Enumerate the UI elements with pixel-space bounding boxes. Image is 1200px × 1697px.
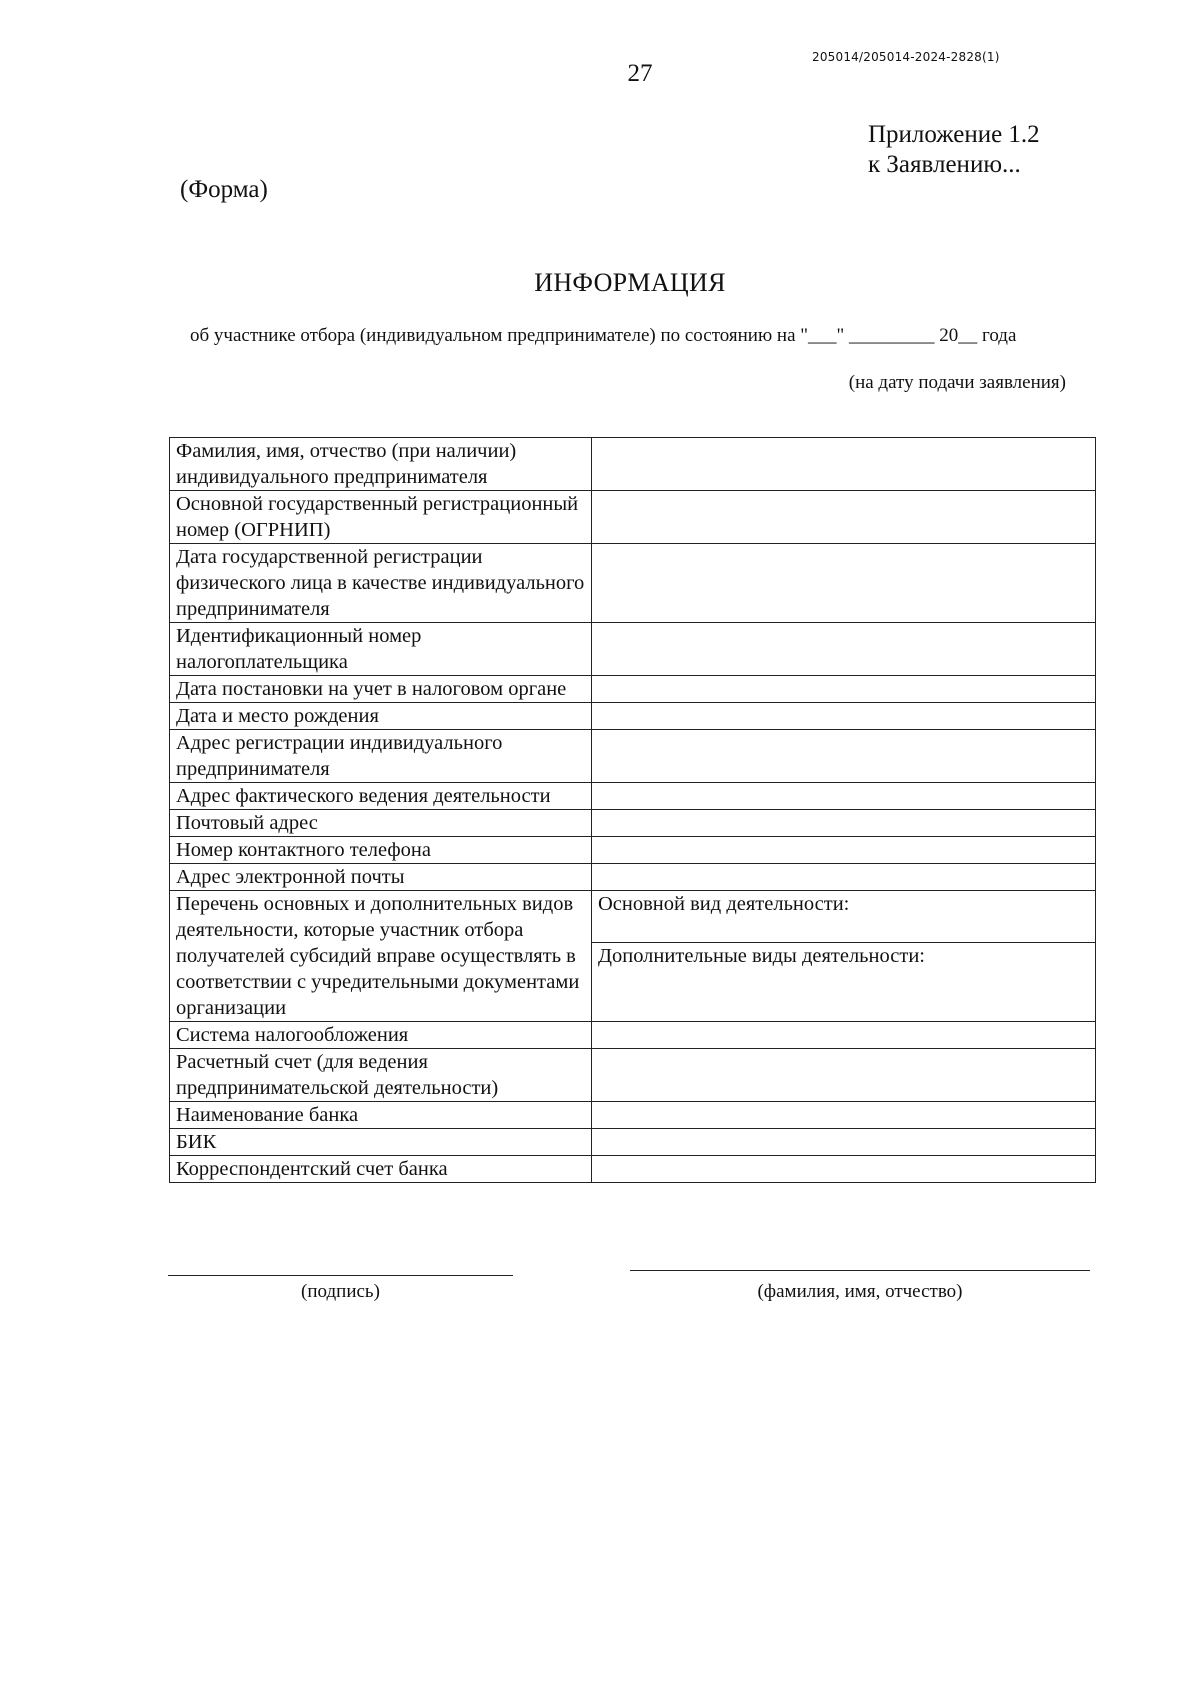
row-value-field[interactable]: [592, 491, 1096, 544]
row-label: Дата и место рождения: [170, 703, 592, 730]
row-value-field[interactable]: [592, 676, 1096, 703]
row-label: Адрес электронной почты: [170, 864, 592, 891]
table-row: [170, 491, 1096, 544]
table-row: [170, 783, 1096, 810]
table-row: [170, 1022, 1096, 1049]
row-label: Почтовый адрес: [170, 810, 592, 837]
activities-label: Перечень основных и дополнительных видов деятельности, которые участник отбора получателей субсидий вправе осуществлять в соответствии с учредительными документами организации: [170, 891, 592, 1022]
full-name-line: [630, 1270, 1090, 1271]
row-label: Адрес регистрации индивидуального предпринимателя: [170, 730, 592, 783]
table-row: [170, 438, 1096, 491]
row-label: Номер контактного телефона: [170, 837, 592, 864]
row-label: Расчетный счет (для ведения предпринимательской деятельности): [170, 1049, 592, 1102]
table-row: [170, 1049, 1096, 1102]
table-row: [170, 676, 1096, 703]
appendix-line-2: к Заявлению...: [868, 151, 1021, 178]
table-row: [170, 544, 1096, 623]
row-value-field[interactable]: [592, 1049, 1096, 1102]
row-label: Корреспондентский счет банка: [170, 1156, 592, 1183]
row-value-field[interactable]: [592, 1102, 1096, 1129]
page-title: ИНФОРМАЦИЯ: [534, 268, 726, 297]
row-label: Дата государственной регистрации физического лица в качестве индивидуального предпринимателя: [170, 544, 592, 623]
row-label: БИК: [170, 1129, 592, 1156]
row-label: Идентификационный номер налогоплательщика: [170, 623, 592, 676]
row-value-field[interactable]: [592, 1022, 1096, 1049]
subtitle-note: (на дату подачи заявления): [848, 372, 1066, 393]
row-value-field[interactable]: [592, 544, 1096, 623]
row-label: Адрес фактического ведения деятельности: [170, 783, 592, 810]
row-label: Система налогообложения: [170, 1022, 592, 1049]
table-row: [170, 703, 1096, 730]
full-name-label: (фамилия, имя, отчество): [757, 1281, 963, 1302]
table-row: [170, 1156, 1096, 1183]
appendix-note: [868, 120, 1040, 180]
page-subtitle: об участнике отбора (индивидуальном предпринимателе) по состоянию на "___" _________ 20__ года: [190, 325, 1017, 346]
row-label: Фамилия, имя, отчество (при наличии) индивидуального предпринимателя: [170, 438, 592, 491]
additional-activities-field[interactable]: Дополнительные виды деятельности:: [592, 943, 1096, 1022]
table-row: [170, 810, 1096, 837]
table-row: [170, 1129, 1096, 1156]
row-label: Дата постановки на учет в налоговом органе: [170, 676, 592, 703]
table-row: [170, 864, 1096, 891]
information-table: [169, 437, 1096, 1183]
row-value-field[interactable]: [592, 730, 1096, 783]
signature-label: (подпись): [301, 1281, 380, 1302]
row-value-field[interactable]: [592, 864, 1096, 891]
table-row: [170, 623, 1096, 676]
row-label: Наименование банка: [170, 1102, 592, 1129]
table-row-activities: [170, 891, 1096, 943]
table-row: [170, 837, 1096, 864]
page-number: 27: [627, 60, 653, 87]
signature-line: [168, 1275, 513, 1276]
row-value-field[interactable]: [592, 1129, 1096, 1156]
appendix-line-1: Приложение 1.2: [868, 121, 1040, 148]
table-row: [170, 1102, 1096, 1129]
row-value-field[interactable]: [592, 703, 1096, 730]
information-table-body: [170, 438, 1096, 1183]
form-label: (Форма): [180, 176, 268, 203]
row-value-field[interactable]: [592, 783, 1096, 810]
row-value-field[interactable]: [592, 837, 1096, 864]
main-activity-field[interactable]: Основной вид деятельности:: [592, 891, 1096, 943]
row-value-field[interactable]: [592, 1156, 1096, 1183]
row-value-field[interactable]: [592, 810, 1096, 837]
row-value-field[interactable]: [592, 623, 1096, 676]
document-id: 205014/205014-2024-2828(1): [812, 50, 1000, 64]
table-row: [170, 730, 1096, 783]
row-value-field[interactable]: [592, 438, 1096, 491]
row-label: Основной государственный регистрационный номер (ОГРНИП): [170, 491, 592, 544]
